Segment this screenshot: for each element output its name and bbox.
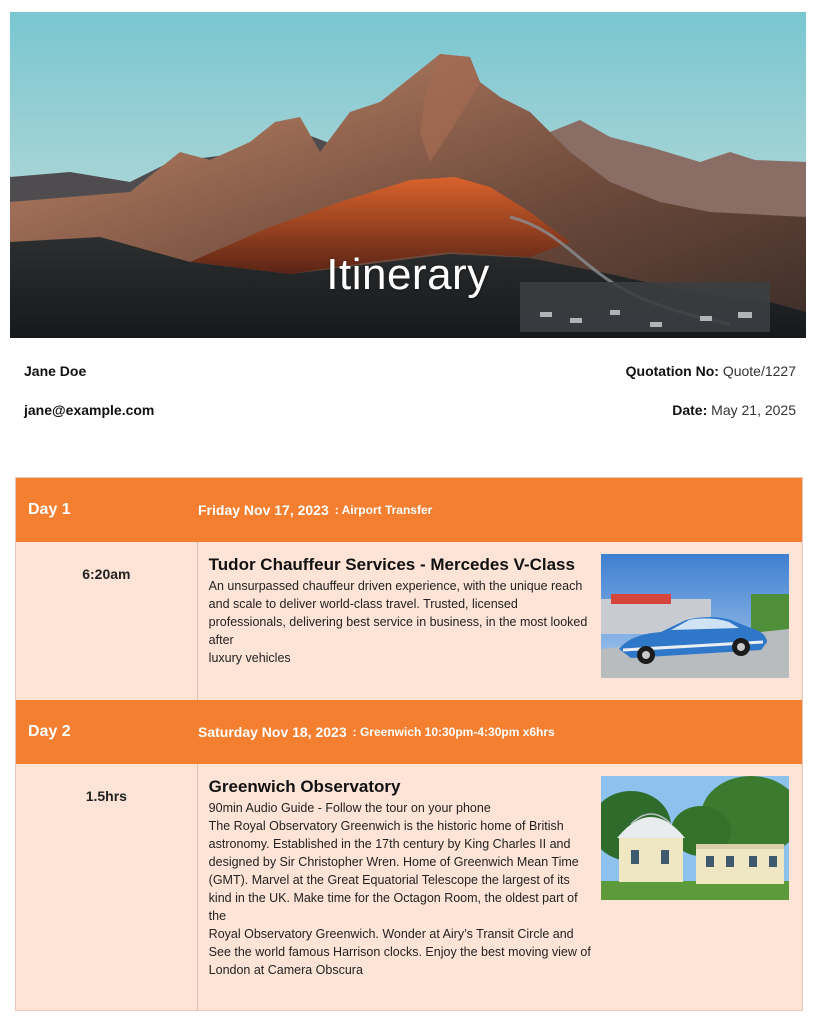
client-email[interactable]: jane@example.com	[24, 402, 155, 418]
item-image-cell	[591, 542, 802, 700]
item-title: Tudor Chauffeur Services - Mercedes V-Class	[208, 555, 575, 574]
classic-car-photo	[601, 554, 789, 678]
date-label: Date:	[672, 402, 708, 418]
item-description: 90min Audio Guide - Follow the tour on your phone The Royal Observatory Greenwich is the historic home of British astronomy. Established in the 17th century by King Charles II and designed by Sir Christopher Wren. Home of Greenwich Mean Time (GMT). Marvel at the Great Equatorial Telescope the largest of its kind in the UK. Make time for the Octagon Room, the oldest part of the Royal Observatory Greenwich. Wonder at Airy’s Transit Circle and See the world famous Harrison clocks. Enjoy the best moving view of London at Camera Obscura	[208, 801, 591, 977]
quotation-date	[672, 402, 796, 418]
item-details	[198, 542, 591, 700]
quotation-label: Quotation No:	[625, 363, 719, 379]
item-image-cell	[591, 764, 802, 1010]
day-header	[16, 478, 802, 542]
observatory-photo	[601, 776, 789, 900]
item-time: 1.5hrs	[16, 764, 198, 1010]
itinerary-item	[16, 764, 802, 1010]
day-subtitle: : Greenwich 10:30pm-4:30pm x6hrs	[352, 725, 555, 739]
quotation-value: Quote/1227	[722, 363, 796, 379]
day-label: Day 2	[28, 723, 71, 740]
day-date: Friday Nov 17, 2023	[198, 502, 329, 518]
day-label: Day 1	[28, 501, 71, 518]
item-title: Greenwich Observatory	[208, 777, 401, 796]
day-subtitle: : Airport Transfer	[334, 503, 433, 517]
item-time: 6:20am	[16, 542, 198, 700]
day-date: Saturday Nov 18, 2023	[198, 724, 347, 740]
date-value: May 21, 2025	[711, 402, 796, 418]
page-title: Itinerary	[326, 250, 490, 299]
quotation-number	[626, 363, 796, 379]
item-description: An unsurpassed chauffeur driven experience, with the unique reach and scale to deliver world-class travel. Trusted, licensed professionals, delivering best service in business, in the most looked after luxury vehicles	[208, 579, 588, 665]
client-name: Jane Doe	[24, 363, 87, 379]
day-header	[16, 700, 802, 764]
hero-banner	[10, 12, 806, 338]
item-details	[198, 764, 591, 1010]
itinerary-item	[16, 542, 802, 700]
itinerary-table	[15, 477, 803, 1011]
